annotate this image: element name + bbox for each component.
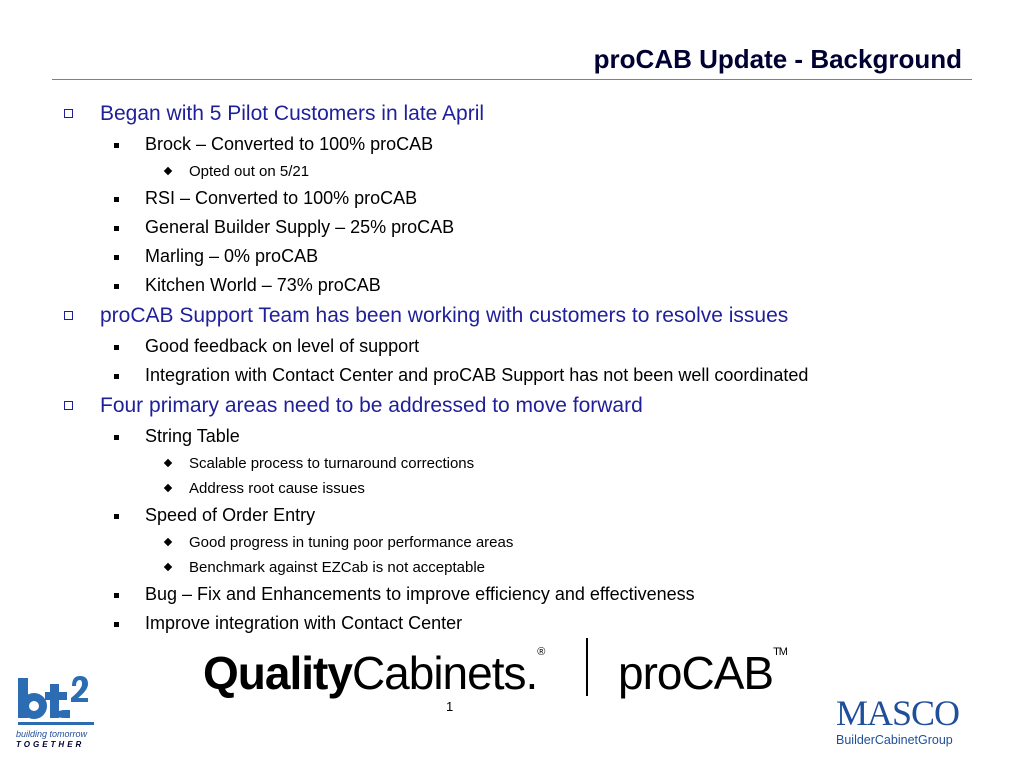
outline-level2-item	[145, 501, 1024, 530]
procab-logo	[618, 646, 787, 700]
outline-level3-item	[189, 159, 1024, 184]
bt2-logo-mark	[14, 672, 98, 728]
outline-level2-item	[145, 609, 1024, 638]
trademark-mark: TM	[773, 646, 787, 658]
outline-level2-item	[145, 242, 1024, 271]
bt2-logo	[14, 672, 98, 752]
outline-level2-item	[145, 361, 1024, 390]
outline-text: Scalable process to turnaround corrections	[189, 455, 475, 472]
outline-text: Good feedback on level of support	[145, 336, 420, 356]
square-bullet-icon	[114, 593, 119, 598]
outline-level1-item	[100, 300, 1024, 332]
square-bullet-icon	[114, 374, 119, 379]
square-bullet-icon	[114, 255, 119, 260]
slide-body	[0, 98, 1024, 638]
square-bullet-icon	[114, 622, 119, 627]
outline-level3-item	[189, 530, 1024, 555]
outline-level2-item	[145, 271, 1024, 300]
diamond-bullet-icon	[164, 484, 172, 492]
square-bullet-icon	[114, 284, 119, 289]
masco-logo	[836, 695, 966, 747]
outline-text: Benchmark against EZCab is not acceptable	[189, 559, 485, 576]
registered-mark: ®	[537, 646, 545, 658]
square-bullet-icon	[114, 345, 119, 350]
outline-level2-item	[145, 213, 1024, 242]
hollow-square-bullet-icon	[64, 311, 73, 320]
outline-text: Address root cause issues	[189, 480, 365, 497]
outline-text: Integration with Contact Center and proCAB Support has not been well coordinated	[145, 365, 809, 385]
outline-text: proCAB Support Team has been working with customers to resolve issues	[100, 304, 789, 327]
bt2-tagline: building tomorrow	[16, 729, 88, 739]
outline-level1-item	[100, 390, 1024, 422]
outline-level2-item	[145, 422, 1024, 451]
square-bullet-icon	[114, 197, 119, 202]
masco-wordmark: MASCO	[836, 693, 960, 733]
quality-cabinets-logo	[203, 646, 544, 700]
outline-level2-item	[145, 184, 1024, 213]
logo-divider	[586, 638, 588, 696]
diamond-bullet-icon	[164, 538, 172, 546]
square-bullet-icon	[114, 226, 119, 231]
title-divider	[52, 79, 972, 80]
square-bullet-icon	[114, 514, 119, 519]
outline-level1-item	[100, 98, 1024, 130]
quality-logo-rest: Cabinets.	[351, 647, 538, 699]
procab-logo-text: proCAB	[618, 647, 774, 699]
diamond-bullet-icon	[164, 563, 172, 571]
outline-level2-item	[145, 580, 1024, 609]
square-bullet-icon	[114, 435, 119, 440]
hollow-square-bullet-icon	[64, 109, 73, 118]
outline-text: Four primary areas need to be addressed to move forward	[100, 394, 643, 417]
bt2-tagline-together: TOGETHER	[16, 740, 85, 749]
outline-text: RSI – Converted to 100% proCAB	[145, 188, 418, 208]
diamond-bullet-icon	[164, 167, 172, 175]
outline-level2-item	[145, 130, 1024, 159]
page-number: 1	[446, 699, 454, 714]
masco-group-name: BuilderCabinetGroup	[836, 733, 953, 747]
outline-text: Opted out on 5/21	[189, 163, 310, 180]
outline-text: Marling – 0% proCAB	[145, 246, 319, 266]
quality-logo-bold: Quality	[203, 647, 352, 699]
outline-level3-item	[189, 476, 1024, 501]
outline-text: Good progress in tuning poor performance areas	[189, 534, 514, 551]
outline-text: Brock – Converted to 100% proCAB	[145, 134, 434, 154]
outline-level2-item	[145, 332, 1024, 361]
outline-text: Speed of Order Entry	[145, 505, 316, 525]
outline-text: Bug – Fix and Enhancements to improve efficiency and effectiveness	[145, 584, 695, 604]
slide-title: proCAB Update - Background	[593, 44, 962, 74]
outline-text: Kitchen World – 73% proCAB	[145, 275, 381, 295]
square-bullet-icon	[114, 143, 119, 148]
outline-level3-item	[189, 451, 1024, 476]
outline-text: Began with 5 Pilot Customers in late April	[100, 102, 485, 125]
outline-text: General Builder Supply – 25% proCAB	[145, 217, 455, 237]
outline-text: Improve integration with Contact Center	[145, 613, 463, 633]
outline-text: String Table	[145, 426, 240, 446]
hollow-square-bullet-icon	[64, 401, 73, 410]
diamond-bullet-icon	[164, 459, 172, 467]
outline-level3-item	[189, 555, 1024, 580]
